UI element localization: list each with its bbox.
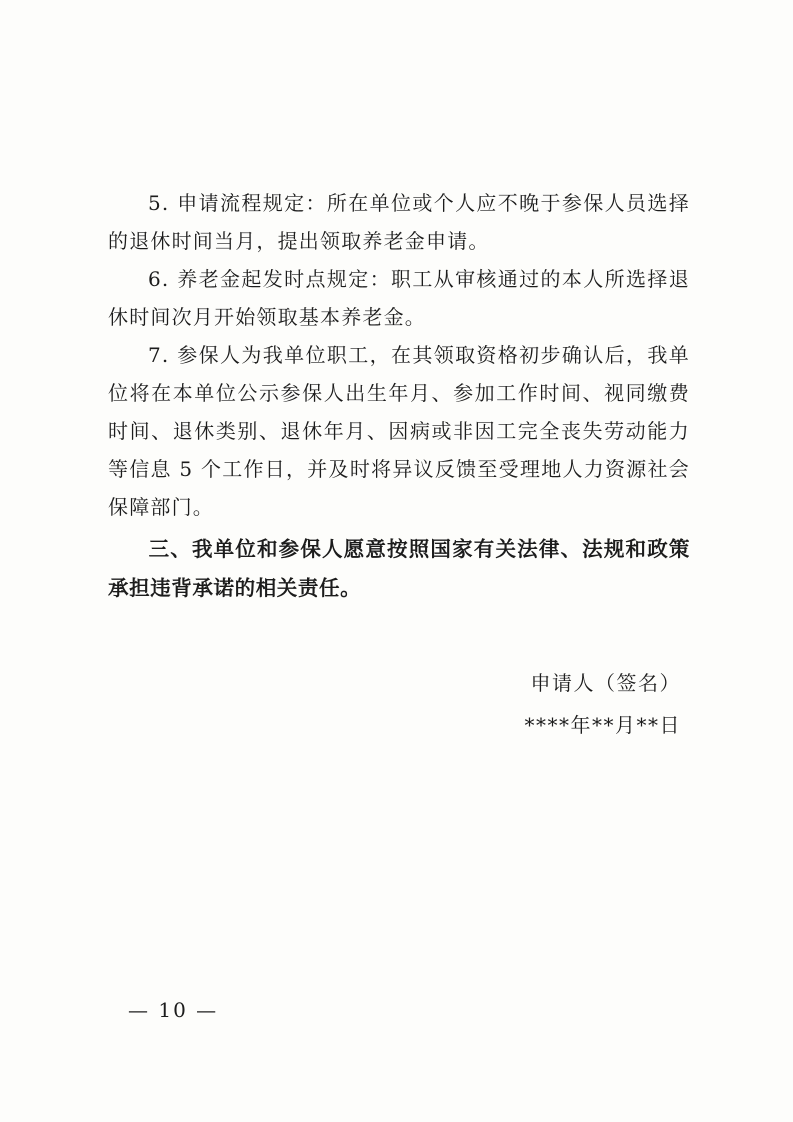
signature-label: 申请人（签名） [530,671,681,695]
paragraph-item-5: 5. 申请流程规定：所在单位或个人应不晚于参保人员选择的退休时间当月，提出领取养老金申请。 [108,191,690,253]
paragraph-item-7: 7. 参保人为我单位职工，在其领取资格初步确认后，我单位将在本单位公示参保人出生年月、参加工作时间、视同缴费时间、退休类别、退休年月、因病或非因工完全丧失劳动能力等信息 5 个工作日，并及时将异议反馈至受理地人力资源社会保障部门。 [108,343,690,519]
signature-date: ****年**月**日 [524,713,681,737]
signature-block [525,662,682,746]
section-three-heading: 三、我单位和参保人愿意按照国家有关法律、法规和政策承担违背承诺的相关责任。 [108,537,690,600]
paragraph-item-6: 6. 养老金起发时点规定：职工从审核通过的本人所选择退休时间次月开始领取基本养老金。 [108,267,690,329]
page-number: — 10 — [128,998,219,1022]
document-body [108,184,690,608]
